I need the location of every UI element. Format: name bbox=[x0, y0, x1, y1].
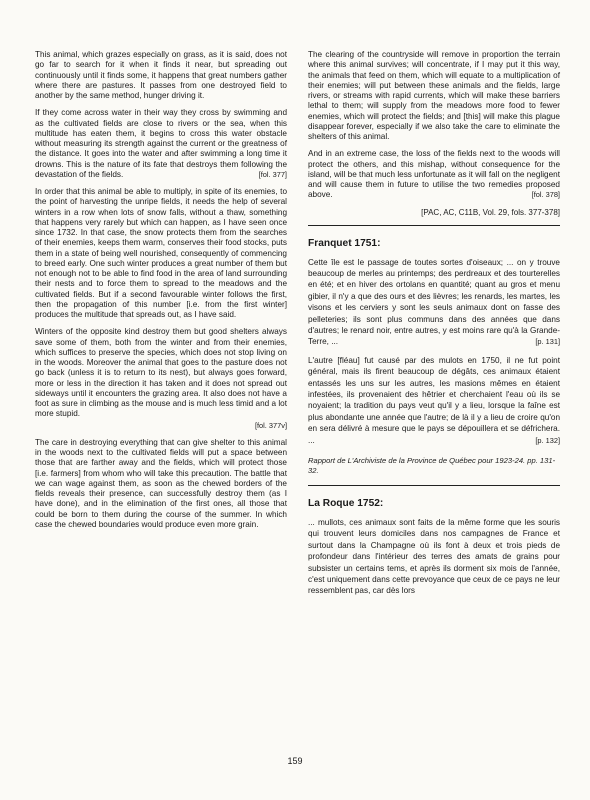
left-paragraph-1: This animal, which grazes especially on grass, as it is said, does not go far to search for it when it finds it near, but spreading out continuously until it finds some, it happens that great numbers gather where there are pastures. It passes from one destroyed field to another by the same method, hunger driving it. bbox=[35, 50, 287, 100]
left-paragraph-2: If they come across water in their way they cross by swimming and as the cultivated fields are close to rivers or the sea, when this multitude has eaten them, it begins to cross this water obstacle without measuring its strength against the current or the greatness of the distance. It goes into the water and after swimming a long time it drowns. This is the nature of its fate that destroys them following the devastation of the fields. [fol. 377] bbox=[35, 108, 287, 179]
franquet-paragraph-2: L'autre [fléau] fut causé par des mulots en 1750, il ne fut point général, mais ils firent beaucoup de dégâts, ces animaux étaient entassés les uns sur les autres, les masions mêmes en étaient infestées, ils provenaient des hêtrier et cherchaient l'eau où ils se noyaient; la tradition du pays veut qu'il y a lieu, lorsque la faîne est plus abondante une année que l'autre; de là il y a lieu de croire qu'on en sera délivré à mesure que le pays se dépouillera et se défrichera. ... [p. 132] bbox=[308, 355, 560, 445]
section-heading-franquet: Franquet 1751: bbox=[308, 237, 381, 249]
section-divider bbox=[308, 485, 560, 486]
folio-ref: [fol. 377v] bbox=[254, 420, 287, 430]
page-ref: [p. 131] bbox=[535, 337, 560, 347]
left-paragraph-4: Winters of the opposite kind destroy them but good shelters always save some of them, both from the winter and from their enemies, which suffices to preserve the species, which does not stop living on in the woods. Moreover the animal that goes to the pasture does not go back (unless it is to return to its nest), but always goes forward, more or less in the direction it has taken and it does not spread out sideways until it encounters the grazing area. It also does not have a foot as sure in climbing as the mouse and is much less timid and a lot more stupid. [fol. 377v] bbox=[35, 327, 287, 430]
left-paragraph-5: The care in destroying everything that can give shelter to this animal in the woods next to the cultivated fields will put a space between those that are farther away and the fields, which will protect those [i.e. farmers] from whom who will take this precaution. The battle that we can wage against them, as soon as the chewed borders of the fields reveals their presence, can successfully destroy them (as I have done), and in the elimination of the first ones, all those that could be born to them during the course of the summer. In which case the chewed boundaries would produce even more grain. bbox=[35, 437, 287, 529]
left-paragraph-3: In order that this animal be able to multiply, in spite of its enemies, to the point of harvesting the unripe fields, it needs the help of several winters in a row when lots of snow falls, without a thaw, something that happens very rarely but which can happen, as I have seen once since 1732. In that case, the snow protects them from the searches of their enemies, keeps them warm, conserves their food stocks, puts them in a state of being well nourished, consequently of commencing to breed early. One such winter produces a great number of them but not enough not to be able to find food in the area of land surrounding their nests and to force them to spread to the meadows and the cultivated fields. But if a second favourable winter follows the first, then the propagation of this number [i.e. from the first winter] produces the multitude that spreads out, as I have said. bbox=[35, 187, 287, 319]
la-roque-paragraph-1: ... mullots, ces animaux sont faits de la même forme que les souris qui trouvent leurs domiciles dans nos campagnes de France et surtout dans la Champagne où ils font à deux et trois pieds de profondeur dans l'intérieur des terres des amats de grains pour subsister un certains tems, et après ils dorment six mois de l'année, c'est uniquement dans cette prevoyance que ceux de ce pays ne leur ressemblent pas, car dès lors bbox=[308, 518, 560, 596]
franquet-paragraph-1: Cette île est le passage de toutes sortes d'oiseaux; ... on y trouve beaucoup de merles au printemps; des perdreaux et des tourterelles en été; et en hiver des ortolans en quantité; quant au gros et menu gibier, il n'y a que des ours et des lièvres; les renards, les martes, les visons et les cerviers y sont les seuls animaux dont on fasse des pelleteries; ils sont plus communs dans des années que dans d'autres; le renard noir, entre autres, y est moins rare qu'à la Grande-Terre, ... [p. 131] bbox=[308, 257, 560, 347]
folio-ref: [fol. 377] bbox=[258, 169, 287, 179]
page-ref: [p. 132] bbox=[535, 435, 560, 445]
right-paragraph-1: The clearing of the countryside will remove in proportion the terrain where this animal survives; will concentrate, if I may put it this way, the animals that feed on them, which will equate to a multiplication of their enemies; will put between these animals and the fields, large rivers, or streams with rapid currents, which will make these barriers lethal to them; will supply from the meadows more food to fewer enemies, which will protect the fields; and [this] will make this plague disappear forever, especially if we also take the care to eliminate the shelters of this animal. bbox=[308, 50, 560, 141]
page-number: 159 bbox=[287, 756, 303, 766]
franquet-citation: Rapport de L'Archiviste de la Province de Québec pour 1923-24. pp. 131-32. bbox=[308, 456, 556, 475]
folio-ref: [fol. 378] bbox=[531, 190, 560, 200]
archive-source: [PAC, AC, C11B, Vol. 29, fols. 377-378] bbox=[421, 207, 560, 217]
right-paragraph-2: And in an extreme case, the loss of the fields next to the woods will protect the others, and this mishap, without consequence for the island, will be that much less unfortunate as it will fall on the negligent and will cause them in future to utilise the two remedies proposed above. [fol. 378] bbox=[308, 149, 560, 200]
left-column bbox=[35, 50, 287, 537]
section-divider bbox=[308, 225, 560, 226]
right-column bbox=[308, 50, 560, 604]
section-heading-la-roque: La Roque 1752: bbox=[308, 498, 384, 509]
